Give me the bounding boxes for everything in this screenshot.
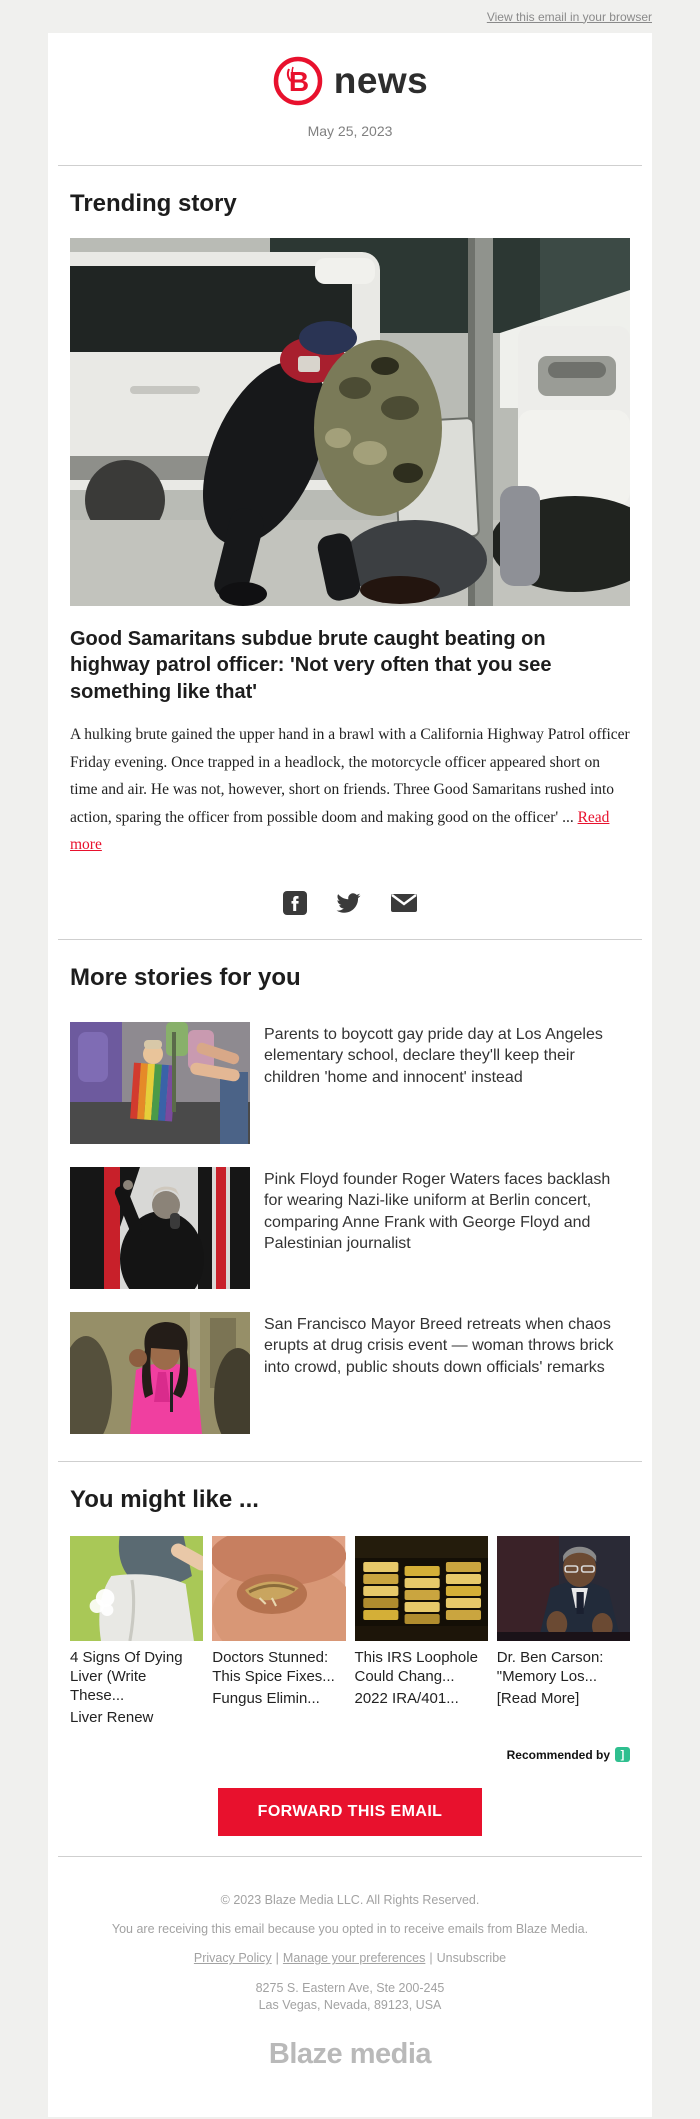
ad-card[interactable] xyxy=(212,1536,345,1727)
recommended-by-row xyxy=(70,1747,630,1762)
preheader-bar xyxy=(0,0,700,33)
manage-preferences-link[interactable]: Manage your preferences xyxy=(282,1951,426,1966)
ad-title[interactable]: Doctors Stunned: This Spice Fixes... xyxy=(212,1649,335,1686)
trending-story-body xyxy=(70,721,630,859)
story-headline[interactable]: Parents to boycott gay pride day at Los Angeles elementary school, declare they'll keep their children 'home and innocent' instead xyxy=(264,1026,603,1086)
outbrain-icon[interactable]: ] xyxy=(615,1747,630,1762)
blaze-news-logo[interactable] xyxy=(48,33,652,107)
divider xyxy=(58,939,642,940)
trending-story-image[interactable] xyxy=(70,238,630,606)
twitter-icon[interactable] xyxy=(335,891,362,915)
address-line-1: 8275 S. Eastern Ave, Ste 200-245 xyxy=(255,1981,445,1996)
footer-links-row xyxy=(48,1951,652,1965)
ad-image-gold-bars xyxy=(355,1536,488,1641)
facebook-icon[interactable] xyxy=(283,891,307,915)
copyright-text: © 2023 Blaze Media LLC. All Rights Reserved. xyxy=(220,1893,480,1908)
more-stories-section-title: More stories for you xyxy=(70,964,301,992)
recommended-by-label: Recommended by xyxy=(506,1747,610,1762)
story-thumbnail-pride-parade[interactable] xyxy=(70,1022,250,1144)
divider xyxy=(58,1461,642,1462)
read-more-link[interactable]: Read more xyxy=(70,808,610,854)
ad-source: Liver Renew xyxy=(70,1709,154,1727)
trending-story-text: A hulking brute gained the upper hand in a brawl with a California Highway Patrol officer Friday evening. Once trapped in a headlock, the motorcycle officer appeared short on time and air. He was not, however, short on friends. Three Good Samaritans rushed into action, sparing the officer from possible doom and making good on the officer' ... xyxy=(70,726,630,826)
divider xyxy=(58,1856,642,1857)
ad-image-ben-carson xyxy=(497,1536,630,1641)
view-in-browser-link[interactable]: View this email in your browser xyxy=(486,9,652,24)
ad-title[interactable]: This IRS Loophole Could Chang... xyxy=(354,1649,478,1686)
forward-email-button[interactable]: FORWARD THIS EMAIL xyxy=(218,1788,483,1836)
ad-title[interactable]: Dr. Ben Carson: "Memory Los... xyxy=(496,1649,604,1686)
ad-card[interactable] xyxy=(497,1536,630,1727)
story-row xyxy=(70,1022,630,1144)
ad-source: Fungus Elimin... xyxy=(212,1690,320,1708)
email-icon[interactable] xyxy=(390,891,418,915)
blaze-logo-icon xyxy=(272,55,324,107)
story-row xyxy=(70,1312,630,1434)
story-row xyxy=(70,1167,630,1289)
ad-card[interactable] xyxy=(355,1536,488,1727)
email-date: May 25, 2023 xyxy=(307,123,393,139)
brand-wordmark: news xyxy=(333,60,429,101)
email-body-card xyxy=(48,33,652,2117)
divider xyxy=(58,165,642,166)
story-thumbnail-mayor-breed[interactable] xyxy=(70,1312,250,1434)
ad-title[interactable]: 4 Signs Of Dying Liver (Write These... xyxy=(70,1649,183,1705)
ad-card[interactable] xyxy=(70,1536,203,1727)
trending-section-title: Trending story xyxy=(70,190,237,217)
ad-image-toenail xyxy=(212,1536,345,1641)
footer xyxy=(48,1893,652,2071)
ad-image-liver xyxy=(70,1536,203,1641)
optin-reason-text: You are receiving this email because you opted in to receive emails from Blaze Media. xyxy=(111,1922,589,1937)
trending-story-headline[interactable]: Good Samaritans subdue brute caught beating on highway patrol officer: 'Not very often that you see something like that' xyxy=(70,628,552,703)
social-share-row xyxy=(70,891,630,915)
story-headline[interactable]: Pink Floyd founder Roger Waters faces backlash for wearing Nazi-like uniform at Berlin concert, comparing Anne Frank with George Floyd and Palestinian journalist xyxy=(264,1171,611,1252)
story-headline[interactable]: San Francisco Mayor Breed retreats when chaos erupts at drug crisis event — woman throws brick into crowd, public shouts down officials' remarks xyxy=(264,1316,614,1376)
address-line-2: Las Vegas, Nevada, 89123, USA xyxy=(258,1998,442,2013)
might-like-section-title: You might like ... xyxy=(70,1486,259,1514)
privacy-policy-link[interactable]: Privacy Policy xyxy=(193,1951,272,1966)
footer-separator: | xyxy=(429,1951,433,1966)
story-thumbnail-roger-waters[interactable] xyxy=(70,1167,250,1289)
ad-grid xyxy=(70,1536,630,1727)
svg-text:B: B xyxy=(288,66,309,97)
blaze-media-footer-logo: Blaze media xyxy=(268,2038,432,2071)
footer-separator: | xyxy=(275,1951,279,1966)
ad-source: 2022 IRA/401... xyxy=(354,1690,459,1708)
ad-source: [Read More] xyxy=(496,1690,580,1708)
unsubscribe-link[interactable]: Unsubscribe xyxy=(436,1951,507,1966)
